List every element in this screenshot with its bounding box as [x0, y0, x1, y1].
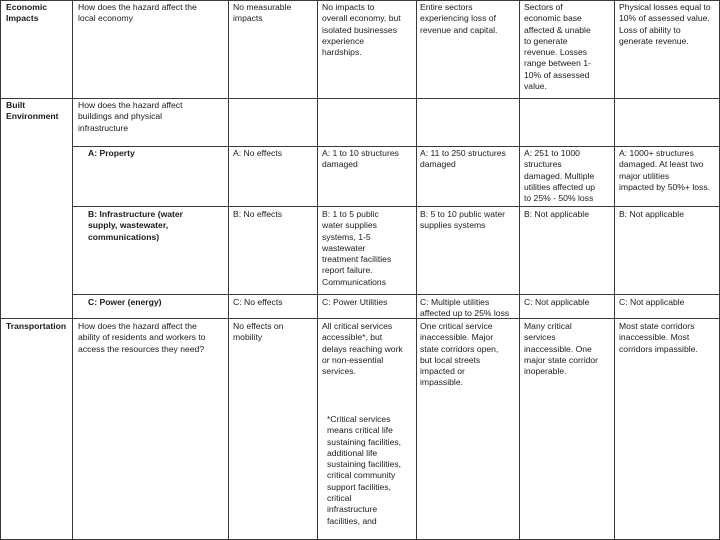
row-line — [72, 206, 720, 207]
power-label: C: Power (energy) — [88, 297, 162, 307]
property-level-2: A: 1 to 10 structures damaged — [322, 148, 399, 170]
economic-level-1: No measurable impacts — [233, 2, 292, 24]
power-level-5: C: Not applicable — [619, 297, 685, 307]
transportation-level-5: Most state corridors inaccessible. Most corridors impassible. — [619, 321, 698, 354]
infrastructure-level-3: B: 5 to 10 public water supplies systems — [420, 209, 506, 231]
row-line — [0, 98, 720, 99]
category-built-environment: Built Environment — [6, 100, 59, 122]
question-built-environment: How does the hazard affect buildings and physical infrastructure — [78, 100, 183, 133]
property-level-4: A: 251 to 1000 structures damaged. Multiple utilities affected up to 25% - 50% loss — [524, 148, 596, 204]
col-line — [519, 0, 520, 540]
row-line — [72, 294, 720, 295]
row-line — [0, 318, 720, 319]
category-transportation: Transportation — [6, 321, 67, 331]
col-line — [72, 0, 73, 540]
infrastructure-level-4: B: Not applicable — [524, 209, 589, 219]
col-line — [0, 0, 1, 540]
row-line — [0, 0, 720, 1]
question-transportation: How does the hazard affect the ability of residents and workers to access the resources they need? — [78, 321, 206, 354]
category-economic: Economic Impacts — [6, 2, 48, 24]
infrastructure-level-2: B: 1 to 5 public water supplies systems, 1-5 wastewater treatment facilities report failure. Communications — [322, 209, 392, 287]
power-level-3: C: Multiple utilities affected up to 25% loss — [420, 297, 510, 319]
economic-level-2: No impacts to overall economy, but isolated businesses experience hardships. — [322, 2, 401, 58]
infrastructure-level-5: B: Not applicable — [619, 209, 684, 219]
economic-level-4: Sectors of economic base affected & unable to generate revenue. Losses range between 1- 10% of assessed value. — [524, 2, 591, 92]
transportation-level-4: Many critical services inaccessible. One major state corridor inoperable. — [524, 321, 599, 377]
transportation-level-3: One critical service inaccessible. Major state corridors open, but local streets impacted or impassible. — [420, 321, 499, 388]
infrastructure-label: B: Infrastructure (water supply, wastewater, communications) — [88, 209, 184, 242]
col-line — [614, 0, 615, 540]
power-level-1: C: No effects — [233, 297, 283, 307]
economic-level-3: Entire sectors experiencing loss of revenue and capital. — [420, 2, 498, 35]
transportation-level-2: All critical services accessible*, but delays reaching work or non-essential services. — [322, 321, 403, 377]
transportation-level-1: No effects on mobility — [233, 321, 284, 343]
economic-level-5: Physical losses equal to 10% of assessed value. Loss of ability to generate revenue. — [619, 2, 711, 46]
col-line — [228, 0, 229, 540]
critical-services-footnote: *Critical services means critical life sustaining facilities, additional life sustaining facilities, critical community support facilities, critical infrastructure facilities, and — [327, 414, 402, 526]
power-level-4: C: Not applicable — [524, 297, 590, 307]
power-level-2: C: Power Utilities — [322, 297, 388, 307]
col-line — [416, 0, 417, 540]
row-line — [72, 146, 720, 147]
col-line — [317, 0, 318, 540]
property-level-5: A: 1000+ structures damaged. At least two major utilities impacted by 50%+ loss. — [619, 148, 710, 192]
infrastructure-level-1: B: No effects — [233, 209, 283, 219]
property-level-3: A: 11 to 250 structures damaged — [420, 148, 506, 170]
question-economic: How does the hazard affect the local economy — [78, 2, 197, 24]
property-level-1: A: No effects — [233, 148, 283, 158]
property-label: A: Property — [88, 148, 135, 158]
